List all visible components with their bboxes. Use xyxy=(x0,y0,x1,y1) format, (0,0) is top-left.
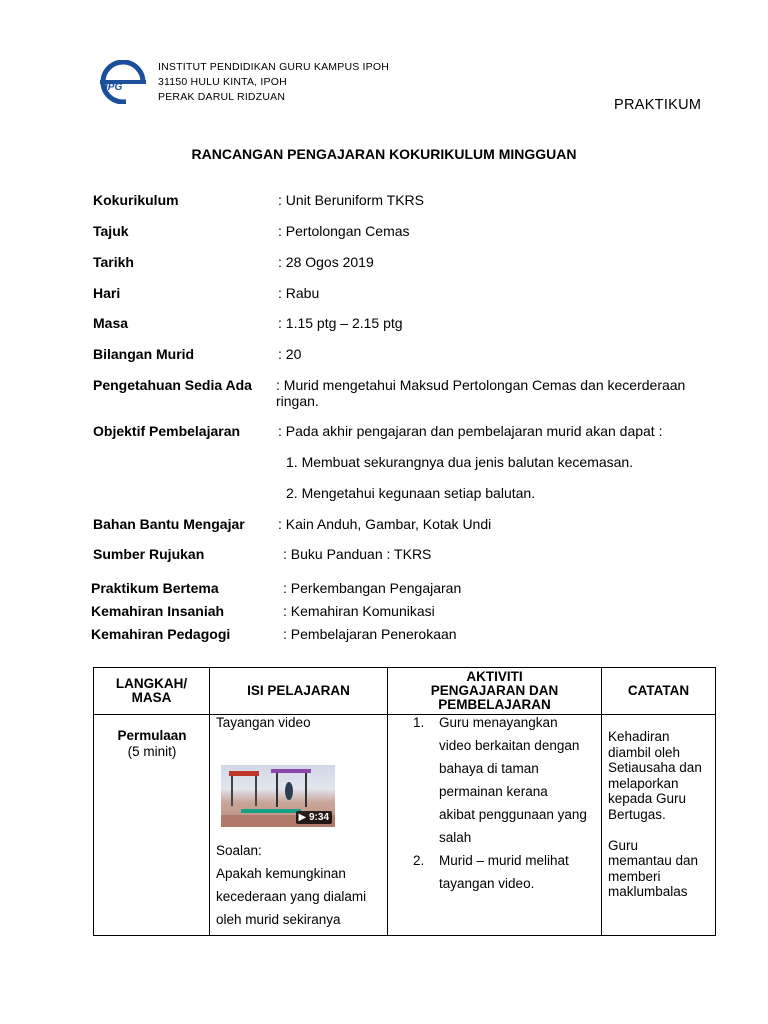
header-aktiviti-line1: AKTIVITI xyxy=(466,669,523,684)
header-masa: MASA xyxy=(131,690,172,705)
header-isi-pelajaran: ISI PELAJARAN xyxy=(210,668,388,715)
field-label-objektif: Objektif Pembelajaran xyxy=(93,423,241,439)
praktikum-tag: PRAKTIKUM xyxy=(614,97,702,113)
field-value-hari: : Rabu xyxy=(278,285,320,301)
field-label-masa: Masa xyxy=(93,315,129,331)
aktiviti-2-line-1: Murid – murid melihat xyxy=(439,853,569,868)
field-label-pengetahuan: Pengetahuan Sedia Ada xyxy=(93,377,252,393)
aktiviti-2-number: 2. xyxy=(413,853,425,868)
catatan-line-2: diambil oleh xyxy=(608,744,681,760)
aktiviti-1-line-5: akibat penggunaan yang xyxy=(439,807,587,822)
field-value-objektif: : Pada akhir pengajaran dan pembelajaran murid akan dapat : xyxy=(278,423,663,439)
institute-address: 31150 HULU KINTA, IPOH xyxy=(158,76,287,88)
field-value-pengetahuan: : Murid mengetahui Maksud Pertolongan Cemas dan kecerderaan xyxy=(276,377,686,393)
header-catatan: CATATAN xyxy=(602,668,716,715)
cell-isi xyxy=(210,715,388,936)
field-label-bahan-bantu: Bahan Bantu Mengajar xyxy=(93,516,245,532)
isi-line-4: oleh murid sekiranya xyxy=(216,912,341,927)
catatan-line-10: memberi xyxy=(608,868,661,884)
header-langkah-masa xyxy=(94,668,210,715)
field-value-kemahiran-insaniah: : Kemahiran Komunikasi xyxy=(283,603,435,619)
isi-line-3: kecederaan yang dialami xyxy=(216,889,367,904)
video-duration: ▶ 9:34 xyxy=(296,811,332,824)
field-label-kokurikulum: Kokurikulum xyxy=(93,192,179,208)
isi-line-soalan: Soalan: xyxy=(216,843,262,858)
objective-2: 2. Mengetahui kegunaan setiap balutan. xyxy=(286,485,536,501)
field-value-tajuk: : Pertolongan Cemas xyxy=(278,223,410,239)
field-value-kokurikulum: : Unit Beruniform TKRS xyxy=(278,192,425,208)
video-label: Tayangan video xyxy=(216,715,311,730)
catatan-line-11: maklumbalas xyxy=(608,884,688,899)
field-value-tarikh: : 28 Ogos 2019 xyxy=(278,254,374,270)
cell-catatan xyxy=(602,715,716,936)
step-duration: (5 minit) xyxy=(127,744,177,759)
aktiviti-1-line-2: video berkaitan dengan xyxy=(439,738,580,753)
cell-aktiviti xyxy=(388,715,602,936)
catatan-line-5: kepada Guru xyxy=(608,791,687,806)
catatan-line-1: Kehadiran xyxy=(608,729,670,744)
field-label-kemahiran-pedagogi: Kemahiran Pedagogi xyxy=(91,626,231,642)
institute-name: INSTITUT PENDIDIKAN GURU KAMPUS IPOH xyxy=(158,61,390,73)
aktiviti-1-line-6: salah xyxy=(439,830,472,845)
header-aktiviti-line3: PEMBELAJARAN xyxy=(438,697,551,712)
field-value-pengetahuan-cont: ringan. xyxy=(276,393,319,409)
field-value-bilangan-murid: : 20 xyxy=(278,346,302,362)
field-label-bilangan-murid: Bilangan Murid xyxy=(93,346,195,362)
isi-line-2: Apakah kemungkinan xyxy=(216,866,346,881)
aktiviti-1-line-1: Guru menayangkan xyxy=(439,715,558,730)
field-label-praktikum-bertema: Praktikum Bertema xyxy=(91,580,219,596)
table-header-row xyxy=(94,668,716,715)
logo-text: IPG xyxy=(105,82,123,93)
field-label-hari: Hari xyxy=(93,285,121,301)
header-aktiviti xyxy=(388,668,602,715)
aktiviti-1-number: 1. xyxy=(413,715,425,730)
step-name: Permulaan xyxy=(117,728,187,743)
field-label-tajuk: Tajuk xyxy=(93,223,129,239)
aktiviti-2-line-2: tayangan video. xyxy=(439,876,535,891)
field-label-tarikh: Tarikh xyxy=(93,254,134,270)
aktiviti-1-line-3: bahaya di taman xyxy=(439,761,539,776)
document-title: RANCANGAN PENGAJARAN KOKURIKULUM MINGGUAN xyxy=(191,146,577,162)
field-value-praktikum-bertema: : Perkembangan Pengajaran xyxy=(283,580,462,596)
catatan-line-9: memantau dan xyxy=(608,853,699,868)
field-value-masa: : 1.15 ptg – 2.15 ptg xyxy=(278,315,403,331)
catatan-line-4: melaporkan xyxy=(608,775,679,791)
institute-state: PERAK DARUL RIDZUAN xyxy=(158,91,286,103)
cell-langkah xyxy=(94,715,210,936)
field-label-sumber-rujukan: Sumber Rujukan xyxy=(93,546,205,562)
aktiviti-1-line-4: permainan kerana xyxy=(439,784,548,799)
header-langkah: LANGKAH/ xyxy=(115,676,188,691)
field-value-bahan-bantu: : Kain Anduh, Gambar, Kotak Undi xyxy=(278,516,492,532)
objective-1: 1. Membuat sekurangnya dua jenis balutan kecemasan. xyxy=(286,454,634,470)
ipg-logo xyxy=(100,60,146,104)
field-value-kemahiran-pedagogi: : Pembelajaran Penerokaan xyxy=(283,626,457,642)
catatan-line-3: Setiausaha dan xyxy=(608,760,702,775)
catatan-spacer xyxy=(608,822,715,838)
video-thumbnail[interactable] xyxy=(221,765,335,827)
table-row xyxy=(94,715,716,936)
field-value-sumber-rujukan: : Buku Panduan : TKRS xyxy=(283,546,432,562)
catatan-line-8: Guru xyxy=(608,837,639,853)
header-aktiviti-line2: PENGAJARAN DAN xyxy=(430,683,559,698)
lesson-table xyxy=(93,667,716,936)
field-label-kemahiran-insaniah: Kemahiran Insaniah xyxy=(91,603,225,619)
catatan-line-6: Bertugas. xyxy=(608,806,666,822)
